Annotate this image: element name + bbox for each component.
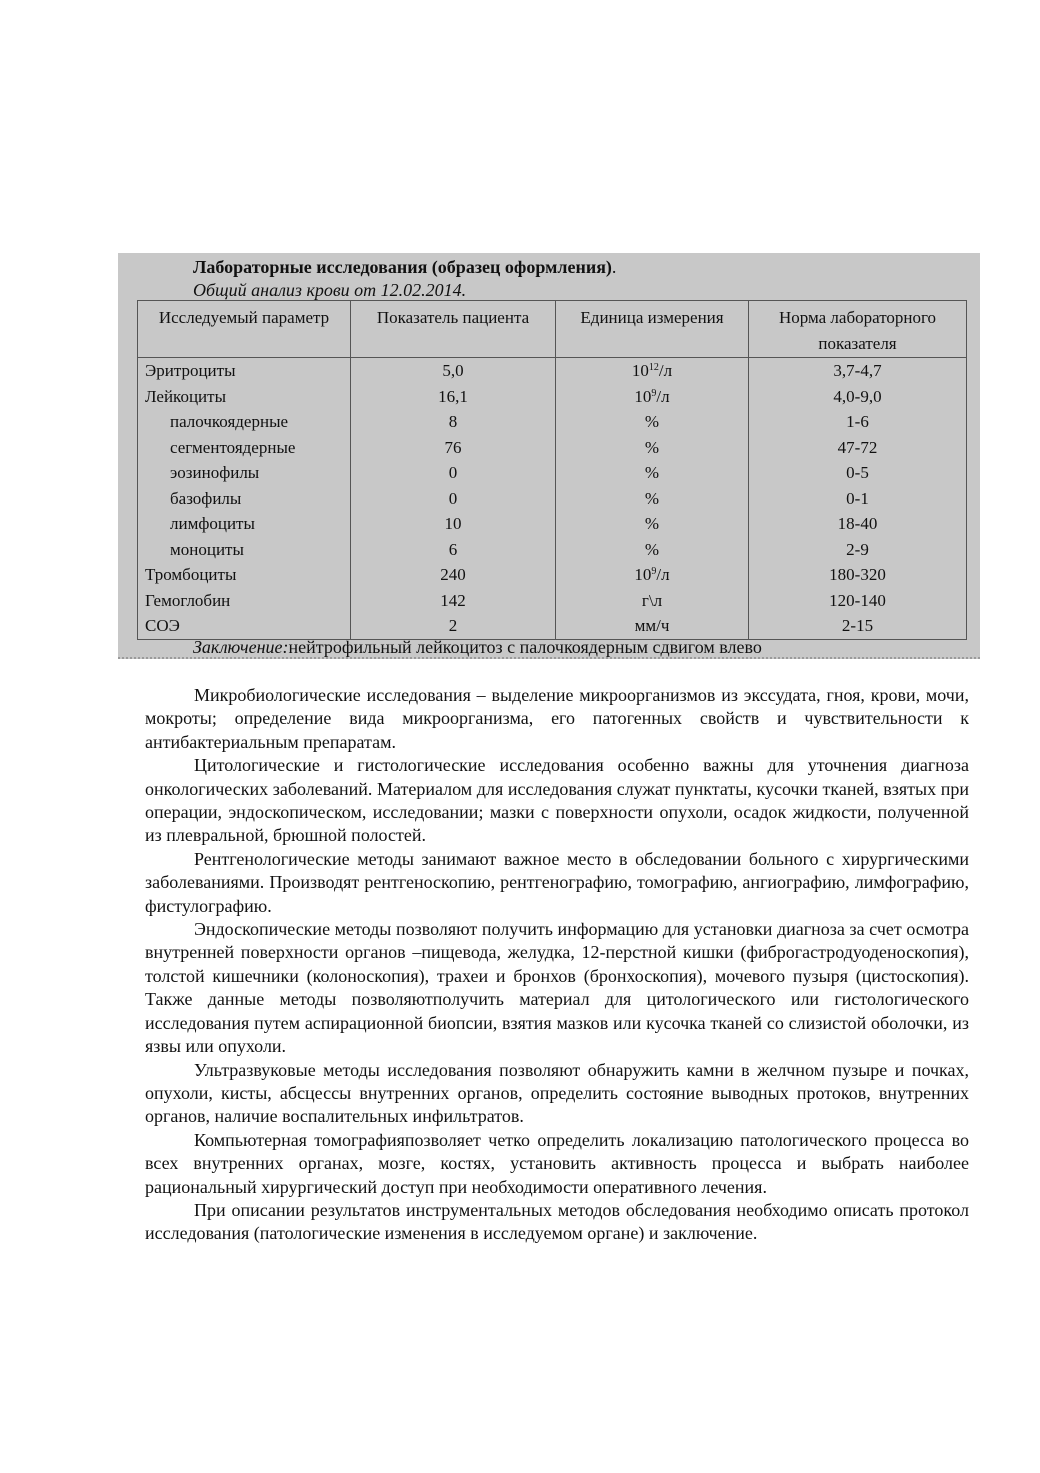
norm-cell: 1-6 [749,409,967,435]
unit-exponent: 9 [651,566,657,577]
value-cell: 76 [351,435,556,461]
value-cell: 240 [351,562,556,588]
unit-base: г\л [641,590,663,610]
norm-cell: 0-1 [749,486,967,512]
norm-cell: 120-140 [749,588,967,614]
param-cell: Эритроциты [138,358,351,384]
value-cell: 8 [351,409,556,435]
table-row [138,435,967,461]
table-row [138,562,967,588]
table-row [138,460,967,486]
norm-cell: 3,7-4,7 [749,358,967,384]
param-cell: эозинофилы [138,460,351,486]
unit-cell [556,486,749,512]
conclusion-label: Заключение: [193,637,289,657]
value-cell: 0 [351,486,556,512]
unit-base: 10 [634,386,652,406]
table-row [138,537,967,563]
unit-cell [556,562,749,588]
param-cell: лимфоциты [138,511,351,537]
paragraph-cytology: Цитологические и гистологические исследования особенно важны для уточнения диагноза онкологических заболеваний. Материалом для исследования служат пунктаты, кусочки тканей, взятых при операции, эндоскопическом, исследовании; мазки с поверхности опухоли, осадок жидкости, полученной из плевральной, брюшной полостей. [145,755,969,846]
norm-cell: 2-15 [749,613,967,639]
table-row [138,358,967,384]
conclusion-text: нейтрофильный лейкоцитоз с палочкоядерным сдвигом влево [288,637,762,657]
header-unit: Единица измерения [556,301,749,358]
unit-cell [556,460,749,486]
unit-base: % [644,463,660,482]
value-cell: 2 [351,613,556,639]
unit-base: % [644,437,660,457]
norm-cell: 47-72 [749,435,967,461]
param-cell: базофилы [138,486,351,512]
paragraph-radiology: Рентгенологические методы занимают важное место в обследовании больного с хирургическими заболеваниями. Производят рентгеноскопию, рентгенографию, томографию, ангиографию, лимфографию, фистулографию. [145,848,969,916]
unit-cell [556,384,749,410]
unit-base: мм/ч [634,616,670,635]
table-row [138,588,967,614]
param-cell: палочкоядерные [138,409,351,435]
table-header-row [138,301,967,358]
unit-suffix: /л [656,386,670,406]
unit-cell [556,435,749,461]
header-param: Исследуемый параметр [138,301,351,358]
blood-test-table [137,300,967,640]
unit-base: % [644,514,660,533]
norm-cell: 0-5 [749,460,967,486]
sample-title: Лабораторные исследования (образец оформления). [193,257,617,277]
unit-base: % [644,488,660,508]
value-cell: 142 [351,588,556,614]
value-cell: 0 [351,460,556,486]
param-cell: Тромбоциты [138,562,351,588]
table-row [138,511,967,537]
body-text [145,684,969,1246]
unit-base: 10 [634,565,652,584]
unit-suffix: /л [656,565,670,584]
paragraph-endoscopy: Эндоскопические методы позволяют получить информацию для установки диагноза за счет осмотра внутренней поверхности органов –пищевода, желудка, 12-перстной кишки (фиброгастродуоденоскопия), толстой кишечники (колоноскопия), трахеи и бронхов (бронхоскопия), мочевого пузыря (цистоскопия). Также данные методы позволяютполучить материал для цитологического или гистологического исследования путем аспирационной биопсии, взятия мазков или кусочка тканей со слизистой оболочки, из язвы или опухоли. [145,919,969,1057]
norm-cell: 18-40 [749,511,967,537]
table-row [138,409,967,435]
value-cell: 16,1 [351,384,556,410]
unit-cell [556,409,749,435]
unit-exponent: 9 [651,387,657,399]
unit-suffix: /л [658,361,673,380]
unit-base: 10 [631,361,649,380]
unit-base: % [644,539,660,559]
param-cell: Лейкоциты [138,384,351,410]
unit-base: % [644,412,660,431]
table-row [138,384,967,410]
unit-exponent: 12 [648,362,659,373]
unit-cell [556,358,749,384]
unit-cell [556,537,749,563]
value-cell: 10 [351,511,556,537]
unit-cell [556,511,749,537]
value-cell: 5,0 [351,358,556,384]
paragraph-ultrasound: Ультразвуковые методы исследования позволяют обнаружить камни в желчном пузыре и почках, опухоли, кисты, абсцессы внутренних органов, определить состояние выводных протоков, внутренних органов, наличие воспалительных инфильтратов. [145,1059,969,1127]
paragraph-ct: Компьютерная томографияпозволяет четко определить локализацию патологического процесса во всех внутренних органах, мозге, костях, установить активность процесса и выбрать наиболее рациональный хирургический доступ при необходимости оперативного лечения. [145,1129,969,1197]
conclusion [193,636,762,658]
table-row [138,486,967,512]
sample-subtitle: Общий анализ крови от 12.02.2014. [193,280,467,300]
header-norm: Норма лабораторного показателя [749,301,967,358]
norm-cell: 180-320 [749,562,967,588]
norm-cell: 2-9 [749,537,967,563]
norm-cell: 4,0-9,0 [749,384,967,410]
unit-cell [556,588,749,614]
param-cell: сегментоядерные [138,435,351,461]
param-cell: СОЭ [138,613,351,639]
header-value: Показатель пациента [351,301,556,358]
paragraph-conclusion: При описании результатов инструментальных методов обследования необходимо описать протокол исследования (патологические изменения в исследуемом органе) и заключение. [145,1199,969,1244]
param-cell: Гемоглобин [138,588,351,614]
value-cell: 6 [351,537,556,563]
paragraph-microbiology: Микробиологические исследования – выделение микроорганизмов из экссудата, гноя, крови, мочи, мокроты; определение вида микроорганизма, его патогенных свойств и чувствительности к антибактериальным препаратам. [145,685,969,752]
param-cell: моноциты [138,537,351,563]
